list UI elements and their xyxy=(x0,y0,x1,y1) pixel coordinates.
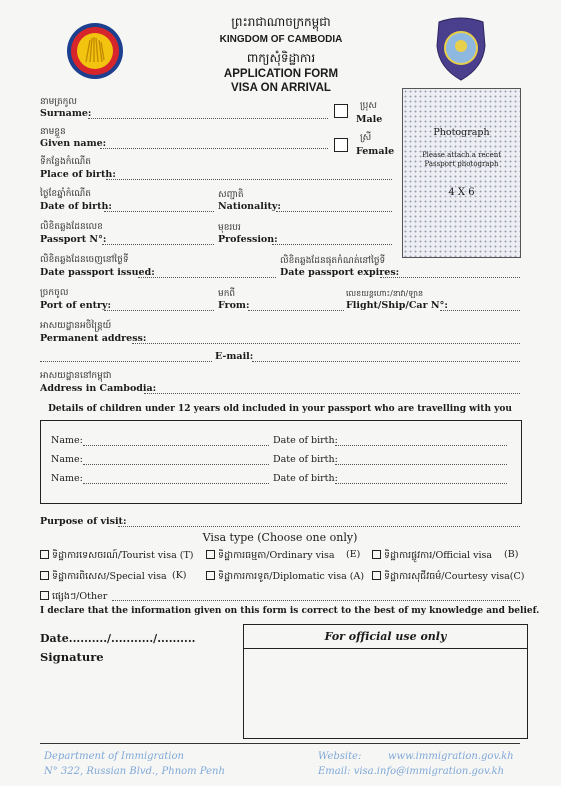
given-khmer: នាមខ្លួន xyxy=(40,127,66,137)
child-row xyxy=(41,473,521,487)
issued-label: Date passport issued: xyxy=(40,267,155,278)
footer-dept: Department of Immigration xyxy=(44,751,184,762)
surname-khmer: នាមត្រកូល xyxy=(40,97,77,107)
footer-website-label: Website: xyxy=(318,751,362,762)
checkbox-icon[interactable] xyxy=(206,550,215,559)
visa-option-ordinary[interactable]: ទិដ្ឋាការធម្មតា/Ordinary visa xyxy=(206,549,335,563)
immigration-badge-icon xyxy=(431,16,491,82)
child-name-label: Name: xyxy=(51,435,83,446)
issued-field[interactable] xyxy=(138,277,276,278)
photo-title: Photograph xyxy=(433,127,490,138)
purpose-label: Purpose of visit: xyxy=(40,516,127,527)
pob-khmer: ទីកន្លែងកំណើត xyxy=(40,157,91,167)
kingdom-khmer: ព្រះរាជាណាចក្រកម្ពុជា xyxy=(231,15,331,29)
visa-option-other[interactable]: ផ្សេងៗ/Other xyxy=(40,590,107,604)
immigration-logo xyxy=(431,16,491,82)
visa-option-courtesy[interactable]: ទិដ្ឋាការសុជីវធម៌/Courtesy visa(C) xyxy=(372,570,524,584)
from-label: From: xyxy=(218,300,250,311)
purpose-field[interactable] xyxy=(118,526,520,527)
visa-special-code: (K) xyxy=(172,570,187,581)
checkbox-icon[interactable] xyxy=(40,571,49,580)
flight-label: Flight/Ship/Car N°: xyxy=(346,300,448,311)
child-dob-label: Date of birth: xyxy=(273,435,338,446)
date-field[interactable]: Date........../.........../.......... xyxy=(40,632,196,645)
child-dob-field[interactable] xyxy=(335,464,507,465)
official-use-box xyxy=(243,624,528,739)
other-field[interactable] xyxy=(112,600,520,601)
dob-field[interactable] xyxy=(104,211,214,212)
passport-khmer: លិខិតឆ្លងដែនលេខ xyxy=(40,222,103,232)
expires-khmer: លិខិតឆ្លងដែនផុតកំណត់នៅថ្ងៃទី xyxy=(280,256,386,266)
dob-khmer: ថ្ងៃខែឆ្នាំកំណើត xyxy=(40,189,91,199)
nat-field[interactable] xyxy=(276,211,392,212)
checkbox-icon[interactable] xyxy=(372,550,381,559)
male-checkbox[interactable] xyxy=(334,104,348,118)
kingdom-title: KINGDOM OF CAMBODIA xyxy=(219,34,343,45)
surname-field[interactable] xyxy=(88,118,328,119)
child-name-label: Name: xyxy=(51,473,83,484)
child-row xyxy=(41,435,521,449)
footer-email[interactable]: Email: visa.info@immigration.gov.kh xyxy=(318,766,505,777)
entry-field[interactable] xyxy=(104,310,214,311)
prof-label: Profession: xyxy=(218,234,278,245)
given-label: Given name: xyxy=(40,138,107,149)
child-dob-field[interactable] xyxy=(335,483,507,484)
nat-label: Nationality: xyxy=(218,201,281,212)
footer-divider xyxy=(40,743,520,744)
photo-size: 4 X 6 xyxy=(448,187,475,198)
female-checkbox[interactable] xyxy=(334,138,348,152)
entry-label: Port of entry: xyxy=(40,300,112,311)
from-khmer: មកពី xyxy=(218,289,236,299)
female-khmer: ស្រី xyxy=(360,133,372,143)
asean-emblem-icon xyxy=(66,22,124,80)
signature-label: Signature xyxy=(40,650,104,664)
checkbox-icon[interactable] xyxy=(40,591,49,600)
child-dob-label: Date of birth: xyxy=(273,454,338,465)
child-dob-label: Date of birth: xyxy=(273,473,338,484)
addr-khmer: អាសយដ្ឋាននៅកម្ពុជា xyxy=(40,371,112,381)
pob-field[interactable] xyxy=(106,179,392,180)
visa-option-tourist[interactable]: ទិដ្ឋាការទេសចរណ៍/Tourist visa (T) xyxy=(40,549,194,563)
child-name-field[interactable] xyxy=(83,445,269,446)
email-label: E-mail: xyxy=(215,351,254,362)
addr-field[interactable] xyxy=(144,393,520,394)
flight-field[interactable] xyxy=(440,310,520,311)
visa-option-special[interactable]: ទិដ្ឋាការពិសេស/Special visa xyxy=(40,570,167,584)
from-field[interactable] xyxy=(248,310,344,311)
given-field[interactable] xyxy=(100,148,328,149)
perm-khmer: អាសយដ្ឋានអចិន្ត្រៃយ៍ xyxy=(40,321,112,331)
addr-label: Address in Cambodia: xyxy=(40,383,157,394)
form-title: APPLICATION FORM xyxy=(223,68,339,80)
visa-option-diplomatic[interactable]: ទិដ្ឋាការការទូត/Diplomatic visa (A) xyxy=(206,570,364,584)
footer-address: N° 322, Russian Blvd., Phnom Penh xyxy=(44,766,225,777)
visa-option-official[interactable]: ទិដ្ឋាការផ្លូវការ/Official visa xyxy=(372,549,492,563)
declaration: I declare that the information given on this form is correct to the best of my knowledge and belief. xyxy=(40,606,540,616)
expires-label: Date passport expires: xyxy=(280,267,400,278)
email-field[interactable] xyxy=(252,361,520,362)
surname-label: Surname: xyxy=(40,108,92,119)
children-heading: Details of children under 12 years old included in your passport who are travelling with you xyxy=(48,404,512,414)
official-use-divider xyxy=(244,648,527,649)
nat-khmer: សញ្ជាតិ xyxy=(218,190,244,200)
photo-note-2: Passport photograph xyxy=(424,160,499,168)
prof-khmer: មុខរបរ xyxy=(218,223,241,233)
prof-field[interactable] xyxy=(272,244,392,245)
official-use-title: For official use only xyxy=(324,630,447,643)
perm-field[interactable] xyxy=(132,343,520,344)
footer-website[interactable]: www.immigration.gov.kh xyxy=(388,751,514,762)
photo-note-1: Please attach a recent xyxy=(421,151,502,159)
entry-khmer: ច្រកចូល xyxy=(40,288,69,298)
form-khmer: ពាក្យសុំទិដ្ឋាការ xyxy=(246,51,316,65)
flight-khmer: លេខយន្តហោះ/នាវា/ឡាន xyxy=(346,289,424,298)
male-label: Male xyxy=(356,114,383,125)
passport-field[interactable] xyxy=(102,244,214,245)
children-table xyxy=(40,420,522,504)
female-label: Female xyxy=(356,146,395,157)
perm-label: Permanent address: xyxy=(40,333,147,344)
photo-box[interactable] xyxy=(402,88,521,258)
visa-heading: Visa type (Choose one only) xyxy=(202,531,358,544)
checkbox-icon[interactable] xyxy=(206,571,215,580)
checkbox-icon[interactable] xyxy=(372,571,381,580)
pob-label: Place of birth: xyxy=(40,169,116,180)
child-name-label: Name: xyxy=(51,454,83,465)
child-dob-field[interactable] xyxy=(335,445,507,446)
asean-logo xyxy=(66,22,124,80)
form-subtitle: VISA ON ARRIVAL xyxy=(231,82,331,94)
visa-official-code: (B) xyxy=(504,549,519,560)
issued-khmer: លិខិតឆ្លងដែនចេញនៅថ្ងៃទី xyxy=(40,255,129,265)
dob-label: Date of birth: xyxy=(40,201,112,212)
child-name-field[interactable] xyxy=(83,483,269,484)
expires-field[interactable] xyxy=(380,277,520,278)
perm-field-2[interactable] xyxy=(40,361,212,362)
child-name-field[interactable] xyxy=(83,464,269,465)
male-khmer: ប្រុស xyxy=(360,101,377,111)
passport-label: Passport N°: xyxy=(40,234,107,245)
checkbox-icon[interactable] xyxy=(40,550,49,559)
child-row xyxy=(41,454,521,468)
visa-ordinary-code: (E) xyxy=(346,549,361,560)
